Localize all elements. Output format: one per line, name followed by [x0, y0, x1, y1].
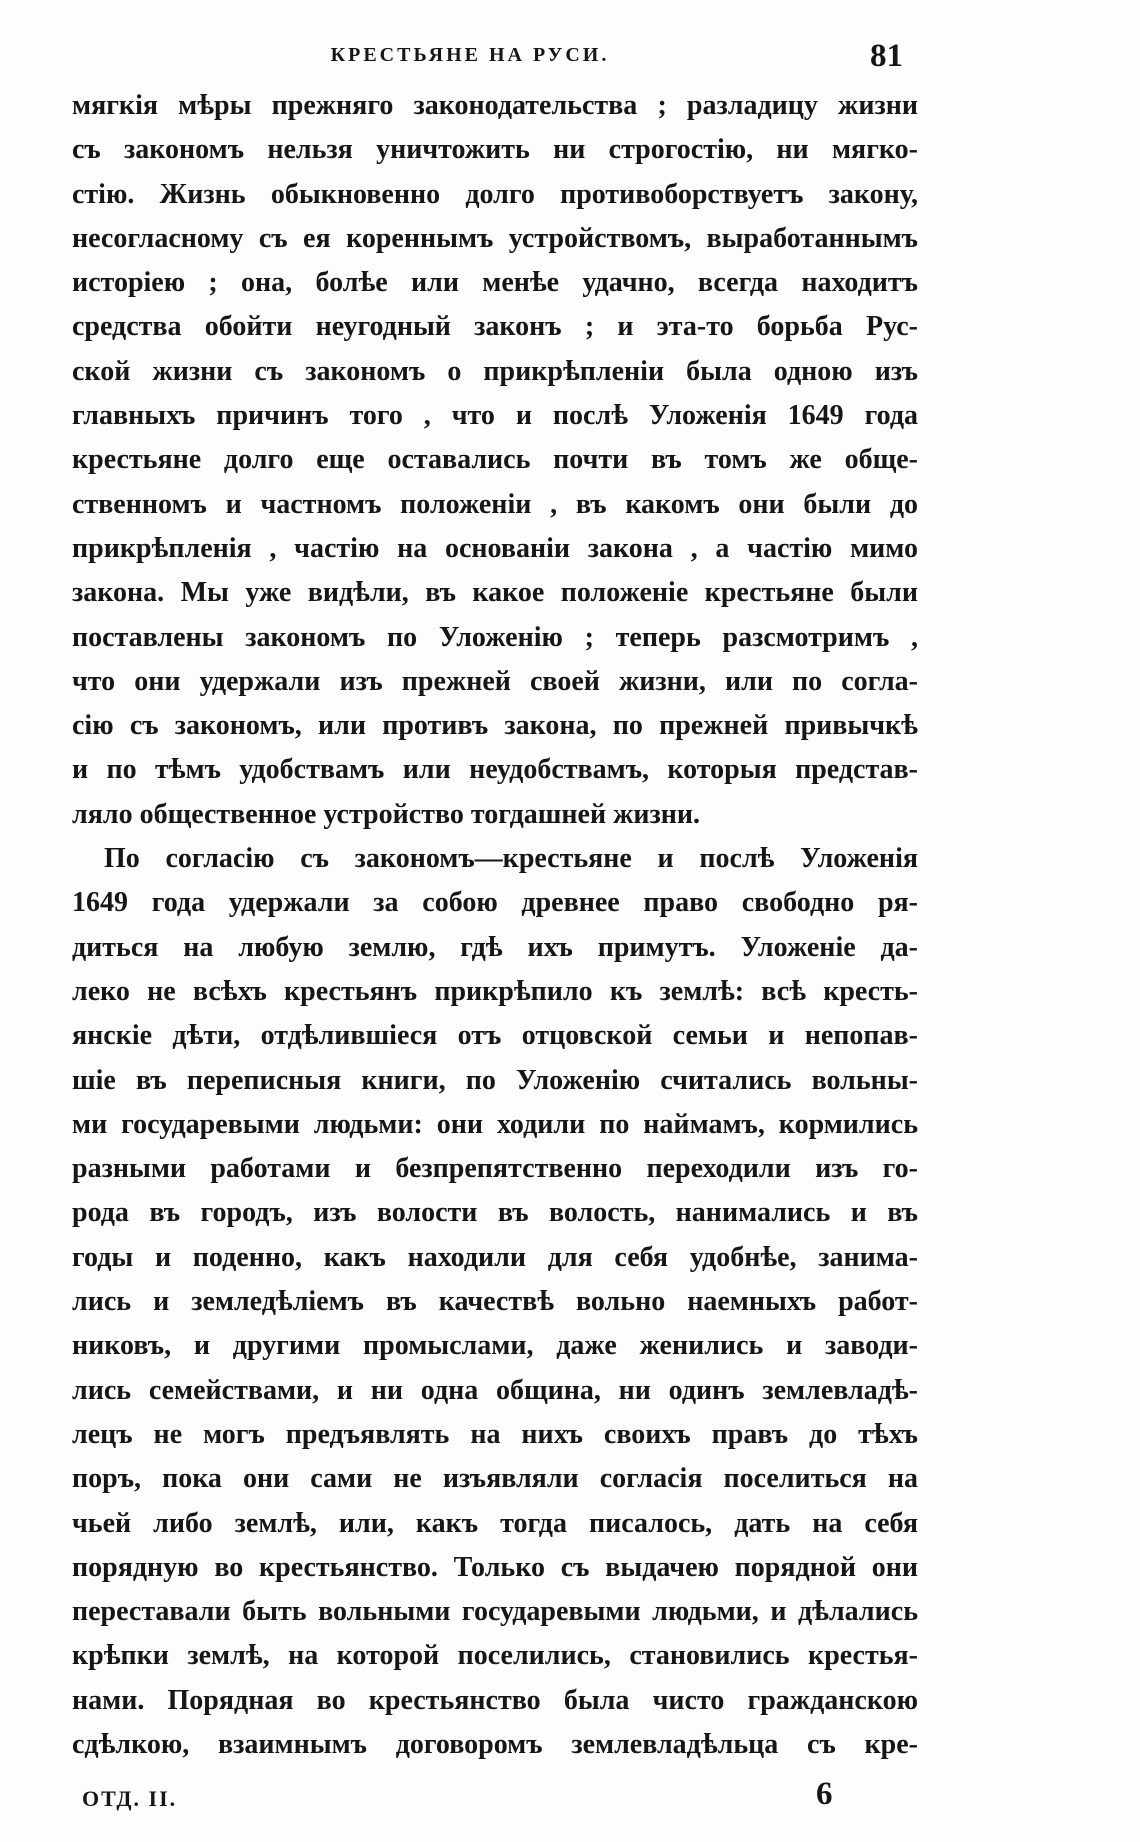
- text-line: ляло общественное устройство тогдашней жизни.: [72, 798, 701, 830]
- text-line: что они удержали изъ прежней своей жизни, или по согла-: [72, 665, 918, 697]
- text-line: чьей либо землѣ, или, какъ тогда писалось, дать на себя: [72, 1507, 918, 1539]
- text-line: порядную во крестьянство. Только съ выдачею порядной они: [72, 1551, 918, 1583]
- text-line: янскіе дѣти, отдѣлившіеся отъ отцовской семьи и непопав-: [72, 1020, 918, 1052]
- text-line: сдѣлкою, взаимнымъ договоромъ землевладѣльца съ кре-: [72, 1728, 918, 1760]
- text-line: разными работами и безпрепятственно переходили изъ го-: [72, 1153, 918, 1185]
- text-line: и по тѣмъ удобствамъ или неудобствамъ, которыя представ-: [72, 754, 918, 786]
- text-line: стію. Жизнь обыкновенно долго противоборствуетъ закону,: [72, 178, 918, 210]
- running-title: КРЕСТЬЯНЕ НА РУСИ.: [330, 44, 610, 66]
- text-line: крестьяне долго еще оставались почти въ томъ же обще-: [72, 444, 918, 476]
- text-line: сію съ закономъ, или противъ закона, по прежней привычкѣ: [72, 710, 918, 742]
- text-line: главныхъ причинъ того , что и послѣ Уложенія 1649 года: [72, 400, 918, 432]
- text-line: поставлены закономъ по Уложенію ; теперь разсмотримъ ,: [72, 621, 918, 653]
- text-line: ской жизни съ закономъ о прикрѣпленіи была одною изъ: [72, 355, 918, 387]
- text-line: несогласному съ ея кореннымъ устройствомъ, выработаннымъ: [72, 222, 918, 254]
- text-line: прикрѣпленія , частію на основаніи закона , а частію мимо: [72, 532, 918, 564]
- text-line: годы и поденно, какъ находили для себя удобнѣе, занима-: [72, 1241, 918, 1273]
- text-line: никовъ, и другими промыслами, даже женились и заводи-: [72, 1330, 918, 1362]
- text-line: исторіею ; она, болѣе или менѣе удачно, всегда находитъ: [72, 267, 918, 299]
- text-line: лись семействами, и ни одна община, ни одинъ землевладѣ-: [72, 1374, 918, 1406]
- text-line: По согласію съ закономъ—крестьяне и послѣ Уложенія: [104, 843, 918, 875]
- signature-mark: ОТД. II.: [82, 1786, 178, 1811]
- body-text: [72, 84, 918, 1767]
- text-line: крѣпки землѣ, на которой поселились, становились крестья-: [72, 1640, 918, 1672]
- text-line: леко не всѣхъ крестьянъ прикрѣпило къ землѣ: всѣ кресть-: [72, 975, 918, 1007]
- paragraph: [72, 84, 918, 837]
- text-line: ственномъ и частномъ положеніи , въ какомъ они были до: [72, 488, 918, 520]
- text-line: закона. Мы уже видѣли, въ какое положеніе крестьяне были: [72, 577, 918, 609]
- text-line: лецъ не могъ предъявлять на нихъ своихъ правъ до тѣхъ: [72, 1418, 918, 1450]
- text-line: 1649 года удержали за собою древнее право свободно ря-: [72, 887, 918, 919]
- text-line: нами. Порядная во крестьянство была чисто гражданскою: [72, 1684, 918, 1716]
- text-line: мягкія мѣры прежняго законодательства ; разладицу жизни: [72, 90, 918, 121]
- sheet-number: 6: [816, 1776, 833, 1812]
- page-number: 81: [870, 38, 903, 74]
- text-line: диться на любую землю, гдѣ ихъ примутъ. Уложеніе да-: [72, 931, 918, 963]
- paragraph: [72, 837, 918, 1767]
- text-line: ми государевыми людьми: они ходили по наймамъ, кормились: [72, 1108, 918, 1140]
- text-line: съ закономъ нельзя уничтожить ни строгостію, ни мягко-: [72, 134, 918, 166]
- text-line: поръ, пока они сами не изъявляли согласія поселиться на: [72, 1463, 918, 1495]
- text-line: лись и земледѣліемъ въ качествѣ вольно наемныхъ работ-: [72, 1286, 918, 1318]
- text-line: средства обойти неугодный законъ ; и эта-то борьба Рус-: [72, 311, 918, 343]
- text-line: шіе въ переписныя книги, по Уложенію считались вольны-: [72, 1064, 918, 1096]
- text-line: рода въ городъ, изъ волости въ волость, нанимались и въ: [72, 1197, 918, 1229]
- text-line: переставали быть вольными государевыми людьми, и дѣлались: [72, 1596, 918, 1628]
